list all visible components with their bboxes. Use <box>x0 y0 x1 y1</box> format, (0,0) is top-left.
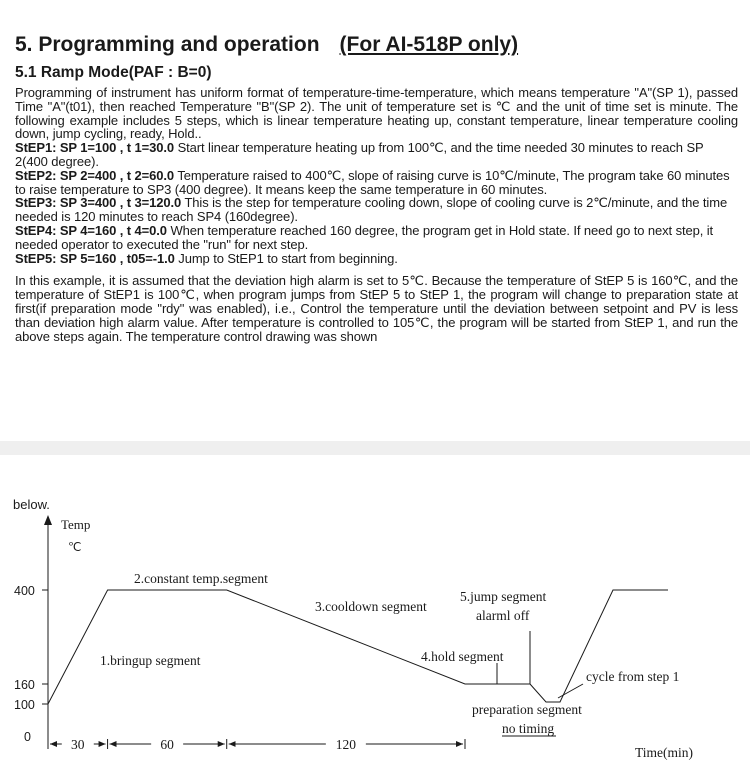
heading-title: 5. Programming and operation <box>15 33 320 56</box>
annotation-alarm-off: alarml off <box>476 608 530 623</box>
continuation-text: below. <box>13 497 50 512</box>
cycle-leader <box>558 684 583 698</box>
step-param: SP 2=400 , t 2=60.0 <box>56 167 175 183</box>
annotation-preparation: preparation segment <box>472 702 582 717</box>
step-text: This is the step for temperature cooling down, slope of cooling curve is 2℃/minute, and the time needed is 120 minutes to reach SP4 (160degree). <box>15 195 728 225</box>
step-text: Temperature raised to 400℃, slope of raising curve is 10℃/minute, The program take 60 minutes to raise temperature to SP3 (400 degree). It means keep the same temperature in 60 minutes. <box>15 167 730 197</box>
step-param: SP 1=100 , t 1=30.0 <box>56 140 175 156</box>
annotation-no-timing: no timing <box>502 721 555 736</box>
step-text: Jump to StEP1 to start from beginning. <box>174 250 398 266</box>
y-tick-label: 400 <box>14 584 35 598</box>
x-interval-label: 30 <box>71 737 85 752</box>
y-tick-label: 100 <box>14 698 35 712</box>
annotation-bringup: 1.bringup segment <box>100 653 201 668</box>
step-text: When temperature reached 160 degree, the program get in Hold state. If need go to next step, it needed operator to executed the "run" for next step. <box>15 222 714 252</box>
y-axis-label: Temp <box>61 517 91 532</box>
x-interval-label: 120 <box>335 737 356 752</box>
annotation-cooldown: 3.cooldown segment <box>315 599 427 614</box>
heading-note: (For AI-518P only) <box>339 33 519 56</box>
example-paragraph: In this example, it is assumed that the deviation high alarm is set to 5℃. Because the temperature of StEP 5 is 160℃, and the temperature of StEP1 is 100℃, when program jumps from StEP 5 to StEP 1, the program will change to preparation state at first(if preparation mode "rdy" was enabled), i.e., Control the temperature until the deviation between setpoint and PV is less than deviation high alarm value. After temperature is controlled to 105℃, the program will be started from StEP 1, and run the above steps again. The temperature control drawing was shown <box>15 273 738 344</box>
step-id: StEP3: <box>15 195 57 211</box>
jump-segment-line <box>530 590 668 702</box>
y-axis-unit: ℃ <box>68 540 82 554</box>
annotation-constant: 2.constant temp.segment <box>134 571 268 586</box>
step-param: SP 3=400 , t 3=120.0 <box>56 195 182 211</box>
step-id: StEP4: <box>15 222 57 238</box>
y-axis-arrow <box>44 515 52 525</box>
step-id: StEP1: <box>15 140 57 156</box>
y-tick-label: 0 <box>24 730 31 744</box>
annotation-hold: 4.hold segment <box>421 649 504 664</box>
subsection-heading: 5.1 Ramp Mode(PAF : B=0) <box>15 64 212 81</box>
annotation-cycle: cycle from step 1 <box>586 669 680 684</box>
y-ticks <box>14 584 48 744</box>
x-axis-label: Time(min) <box>635 745 694 760</box>
intro-paragraph: Programming of instrument has uniform format of temperature-time-temperature, which means temperature "A"(SP 1), passed Time "A"(t01), then reached Temperature "B"(SP 2). The unit of temperature set is ℃ and the unit of time set is minute. The following example includes 5 steps, which is linear temperature heating up, constant temperature, linear temperature cooling down, jump cycling, ready, Hold.. <box>15 85 738 142</box>
step-id: StEP5: <box>15 250 57 266</box>
x-axis-segments <box>48 737 465 752</box>
step-param: SP 5=160 , t05=-1.0 <box>56 250 175 266</box>
step-id: StEP2: <box>15 167 57 183</box>
annotation-jump: 5.jump segment <box>460 589 547 604</box>
step-param: SP 4=160 , t 4=0.0 <box>56 222 167 238</box>
x-interval-label: 60 <box>160 737 174 752</box>
step-text: Start linear temperature heating up from 100℃, and the time needed 30 minutes to reach SP 2(400 degree). <box>15 140 704 169</box>
y-tick-label: 160 <box>14 678 35 692</box>
temperature-profile-line <box>48 590 530 704</box>
